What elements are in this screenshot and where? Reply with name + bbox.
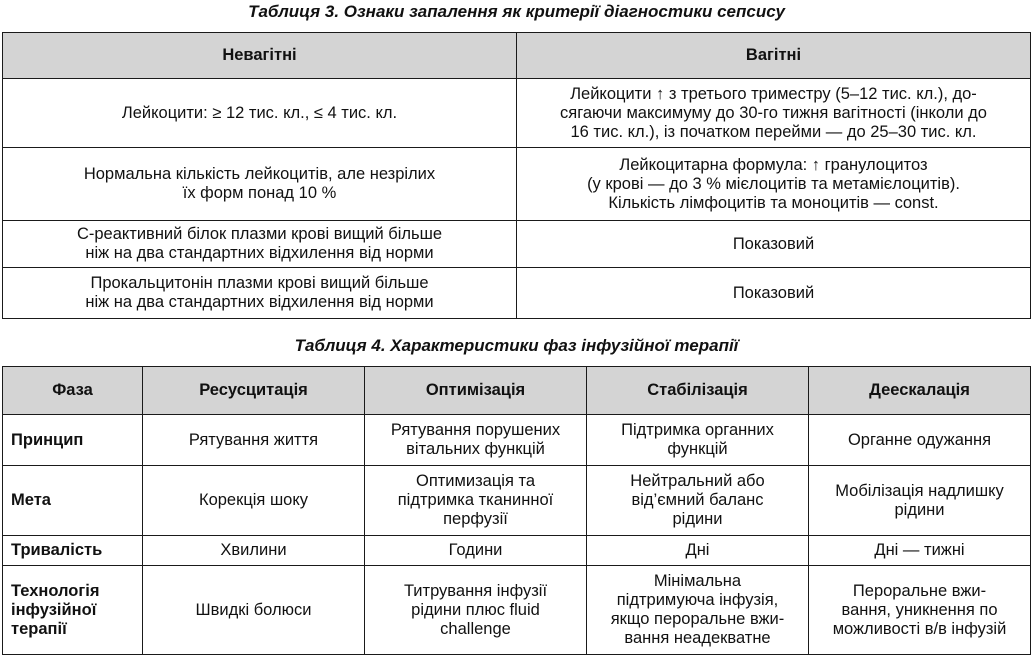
cell-text: можливості в/в інфузій <box>832 619 1007 638</box>
cell-text: challenge <box>440 619 511 638</box>
cell-text: перфузії <box>443 510 508 528</box>
cell-text: Нейтральний або <box>630 472 765 490</box>
cell-text: Години <box>448 541 503 559</box>
table-row <box>3 466 1031 536</box>
cell-text: ніж на два стандартних відхилення від норми <box>85 293 434 311</box>
cell-text: сягаючи максимуму до 30-го тижня вагітності (інколи до <box>560 103 987 122</box>
cell-text: Мобілізація надлишку <box>835 481 1004 500</box>
cell-text: вання, уникнення по <box>841 600 998 619</box>
cell-text: Лейкоцитарна формула: ↑ гранулоцитоз <box>619 155 928 174</box>
cell-text: рідини <box>894 500 945 519</box>
table-4-infusion-phases <box>2 366 1031 655</box>
cell-text: Показовий <box>732 283 815 302</box>
column-header-stabilization: Стабілізація <box>587 367 809 415</box>
row-header <box>3 415 143 466</box>
table-cell <box>587 466 809 536</box>
cell-text: Підтримка органних <box>621 421 774 439</box>
table-cell <box>517 268 1031 319</box>
row-header <box>3 536 143 566</box>
table-cell <box>809 566 1031 655</box>
table-cell <box>3 268 517 319</box>
cell-text: Титрування інфузії <box>403 581 548 600</box>
table-cell <box>809 466 1031 536</box>
cell-text: Пероральне вжи- <box>852 581 987 600</box>
table-3-caption: Таблиця 3. Ознаки запалення як критерії діагностики сепсису <box>248 2 785 21</box>
cell-text: їх форм понад 10 % <box>182 184 337 202</box>
table-4-caption: Таблиця 4. Характеристики фаз інфузійної терапії <box>294 336 739 355</box>
row-header-text: Технологія <box>11 581 100 600</box>
cell-text: вання неадекватне <box>624 629 771 647</box>
table-cell <box>143 466 365 536</box>
table-cell <box>143 415 365 466</box>
table-cell <box>587 415 809 466</box>
cell-text: Прокальцитонін плазми крові вищий більше <box>90 274 429 292</box>
table-cell <box>517 79 1031 148</box>
cell-text: рідини плюс fluid <box>411 600 540 619</box>
table-cell <box>517 148 1031 221</box>
table-row <box>3 566 1031 655</box>
table-3-inflammation-criteria <box>2 32 1031 319</box>
cell-text: Мінімальна <box>653 572 742 590</box>
row-header-text: інфузійної <box>11 600 97 619</box>
table-cell <box>587 566 809 655</box>
cell-text: ніж на два стандартних відхилення від норми <box>85 244 434 262</box>
table-cell <box>3 79 517 148</box>
cell-text: Лейкоцити: ≥ 12 тис. кл., ≤ 4 тис. кл. <box>121 103 398 122</box>
cell-text: Швидкі болюси <box>195 600 312 619</box>
table-cell <box>365 536 587 566</box>
cell-text: Лейкоцити ↑ з третього триместру (5–12 тис. кл.), до- <box>570 84 977 103</box>
column-header-pregnant: Вагітні <box>517 33 1031 79</box>
cell-text: Хвилини <box>220 541 287 559</box>
table-cell <box>365 466 587 536</box>
cell-text: Рятування порушених <box>390 421 561 439</box>
table-header-row <box>3 367 1031 415</box>
cell-text: підтримуюча інфузія, <box>616 591 779 609</box>
cell-text: Кількість лімфоцитів та моноцитів — const. <box>608 193 939 212</box>
cell-text: 16 тис. кл.), із початком перейми — до 25–30 тис. кл. <box>570 122 977 141</box>
row-header-text: Тривалість <box>11 541 103 559</box>
cell-text: якщо пероральне вжи- <box>610 610 785 628</box>
cell-text: вітальних функцій <box>406 440 545 458</box>
cell-text: функцій <box>667 440 728 458</box>
cell-text: Корекція шоку <box>198 491 309 509</box>
table-cell <box>365 415 587 466</box>
table-row <box>3 148 1031 221</box>
row-header-text: Принцип <box>11 430 84 449</box>
table-cell <box>809 536 1031 566</box>
table-row <box>3 415 1031 466</box>
column-header-phase: Фаза <box>3 367 143 415</box>
column-header-resuscitation: Ресусцитація <box>143 367 365 415</box>
table-row <box>3 536 1031 566</box>
table-cell <box>809 415 1031 466</box>
cell-text: Показовий <box>732 234 815 253</box>
row-header <box>3 466 143 536</box>
cell-text: (у крові — до 3 % мієлоцитів та метамієлоцитів). <box>587 174 960 193</box>
row-header-text: терапії <box>11 619 67 638</box>
cell-text: С-реактивний білок плазми крові вищий більше <box>76 225 443 243</box>
row-header <box>3 566 143 655</box>
row-header-text: Мета <box>11 491 51 509</box>
cell-text: Органне одужання <box>847 430 992 449</box>
cell-text: рідини <box>672 510 723 528</box>
cell-text: Дні — тижні <box>874 541 965 559</box>
table-cell <box>143 536 365 566</box>
cell-text: Оптимизація та <box>415 472 536 490</box>
table-cell <box>517 221 1031 268</box>
column-header-optimization: Оптимізація <box>365 367 587 415</box>
table-cell <box>3 148 517 221</box>
table-row <box>3 221 1031 268</box>
table-cell <box>3 221 517 268</box>
cell-text: Рятування життя <box>188 430 319 449</box>
cell-text: підтримка тканинної <box>397 491 554 509</box>
table-row <box>3 268 1031 319</box>
table-cell <box>365 566 587 655</box>
cell-text: Дні <box>685 541 710 559</box>
column-header-non-pregnant: Невагітні <box>3 33 517 79</box>
table-row <box>3 79 1031 148</box>
cell-text: Нормальна кількість лейкоцитів, але незрілих <box>83 165 436 183</box>
cell-text: від’ємний баланс <box>631 491 764 509</box>
column-header-deescalation: Деескалація <box>809 367 1031 415</box>
table-header-row <box>3 33 1031 79</box>
table-cell <box>143 566 365 655</box>
table-cell <box>587 536 809 566</box>
